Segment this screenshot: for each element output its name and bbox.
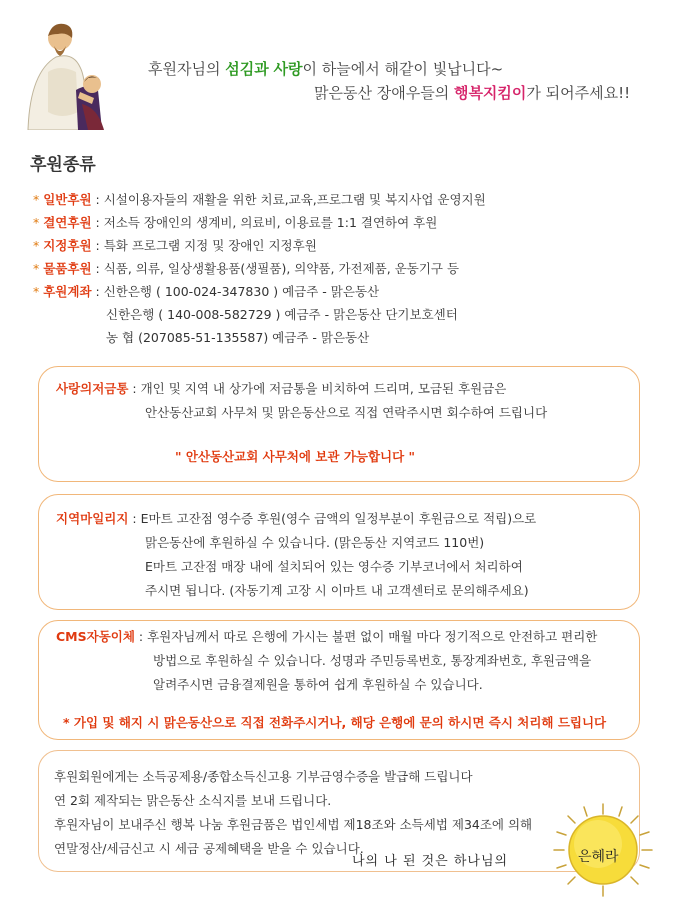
header-highlight: 행복지킴이 xyxy=(453,84,527,102)
cms-note: * 가입 및 해지 시 맑은동산으로 직접 전화주시거나, 해당 은행에 문의 하시면 즉시 처리해 드립니다 xyxy=(63,715,607,730)
bullet-star: * xyxy=(33,238,44,253)
benefit-line: 연말정산/세금신고 시 세금 공제혜택을 받을 수 있습니다. xyxy=(54,841,364,856)
type-desc: : 특화 프로그램 지정 및 장애인 지정후원 xyxy=(91,238,317,253)
header-text: 맑은동산 장애우들의 xyxy=(314,84,454,102)
header-text: 후원자님의 xyxy=(148,60,226,78)
type-name: 결연후원 xyxy=(43,215,92,230)
bullet-star: * xyxy=(33,192,44,207)
type-name: 물품후원 xyxy=(43,261,92,276)
box-label: 지역마일리지 xyxy=(56,511,129,526)
type-desc: : 저소득 장애인의 생계비, 의료비, 이용료를 1:1 결연하여 후원 xyxy=(91,215,438,230)
box-label: 사랑의저금통 xyxy=(56,381,129,396)
mileage-line-2: 맑은동산에 후원하실 수 있습니다. (맑은동산 지역코드 110번) xyxy=(145,535,485,550)
header-text: 가 되어주세요!! xyxy=(526,84,631,102)
cms-line-3: 알려주시면 금융결제원을 통하여 쉽게 후원하실 수 있습니다. xyxy=(153,677,483,692)
benefit-line: 연 2회 제작되는 맑은동산 소식지를 보내 드립니다. xyxy=(54,793,332,808)
account-line: 신한은행 ( 140-008-582729 ) 예금주 - 맑은동산 단기보호센터 xyxy=(106,307,458,322)
motto-script: 나의 나 된 것은 하나님의 xyxy=(352,854,509,869)
box-label: CMS자동이체 xyxy=(56,629,135,644)
box-text: : E마트 고잔점 영수증 후원(영수 금액의 일정부분이 후원금으로 적립)으로 xyxy=(128,511,537,526)
list-item xyxy=(33,234,673,257)
header-highlight: 사랑 xyxy=(273,60,303,78)
section-title: 후원종류 xyxy=(30,155,96,175)
list-item xyxy=(33,188,673,211)
motto-sun-text: 은혜라 xyxy=(578,849,619,865)
type-name: 후원계좌 xyxy=(43,284,92,299)
illustration-image xyxy=(18,12,128,130)
type-name: 지정후원 xyxy=(43,238,92,253)
bullet-star: * xyxy=(33,215,44,230)
mileage-line-4: 주시면 됩니다. (자동기계 고장 시 이마트 내 고객센터로 문의해주세요) xyxy=(145,583,529,598)
header-line-1 xyxy=(148,58,503,79)
benefit-line: 후원자님이 보내주신 행복 나눔 후원금품은 법인세법 제18조와 소득세법 제34조에 의해 xyxy=(54,817,533,832)
box-text: : 후원자님께서 따로 은행에 가시는 불편 없이 매월 마다 정기적으로 안전하고 편리한 xyxy=(134,629,598,644)
type-desc: : 식품, 의류, 일상생활용품(생필품), 의약품, 가전제품, 운동기구 등 xyxy=(91,261,460,276)
piggy-line-1 xyxy=(56,379,506,397)
mileage-line-1 xyxy=(56,509,536,527)
header-banner xyxy=(0,0,700,130)
box-text: : 개인 및 지역 내 상가에 저금통을 비치하여 드리며, 모금된 후원금은 xyxy=(128,381,507,396)
type-desc: : 시설이용자들의 재활을 위한 치료,교육,프로그램 및 복지사업 운영지원 xyxy=(91,192,486,207)
header-text: 이 하늘에서 해같이 빛납니다~ xyxy=(302,60,504,78)
mileage-box xyxy=(38,494,640,610)
mileage-line-3: E마트 고잔점 매장 내에 설치되어 있는 영수증 기부코너에서 처리하여 xyxy=(145,559,523,574)
header-highlight: 섬김과 xyxy=(225,60,269,78)
bullet-star: * xyxy=(33,284,44,299)
list-item xyxy=(33,257,673,280)
account-line: 농 협 (207085-51-135587) 예금주 - 맑은동산 xyxy=(106,330,370,345)
cms-box xyxy=(38,620,640,740)
type-desc: : 신한은행 ( 100-024-347830 ) 예금주 - 맑은동산 xyxy=(91,284,380,299)
bullet-star: * xyxy=(33,261,44,276)
piggy-bank-box xyxy=(38,366,640,482)
list-item xyxy=(33,280,673,303)
type-name: 일반후원 xyxy=(43,192,92,207)
cms-line-1 xyxy=(56,627,597,645)
piggy-note: " 안산동산교회 사무처에 보관 가능합니다 " xyxy=(175,449,416,464)
cms-line-2: 방법으로 후원하실 수 있습니다. 성명과 주민등록번호, 통장계좌번호, 후원금액을 xyxy=(153,653,592,668)
piggy-line-2: 안산동산교회 사무처 및 맑은동산으로 직접 연락주시면 회수하여 드립니다 xyxy=(145,405,548,420)
list-item xyxy=(33,211,673,234)
support-types-list xyxy=(33,188,673,349)
header-line-2 xyxy=(314,82,630,103)
benefit-line: 후원회원에게는 소득공제용/종합소득신고용 기부금영수증을 발급해 드립니다 xyxy=(54,769,473,784)
